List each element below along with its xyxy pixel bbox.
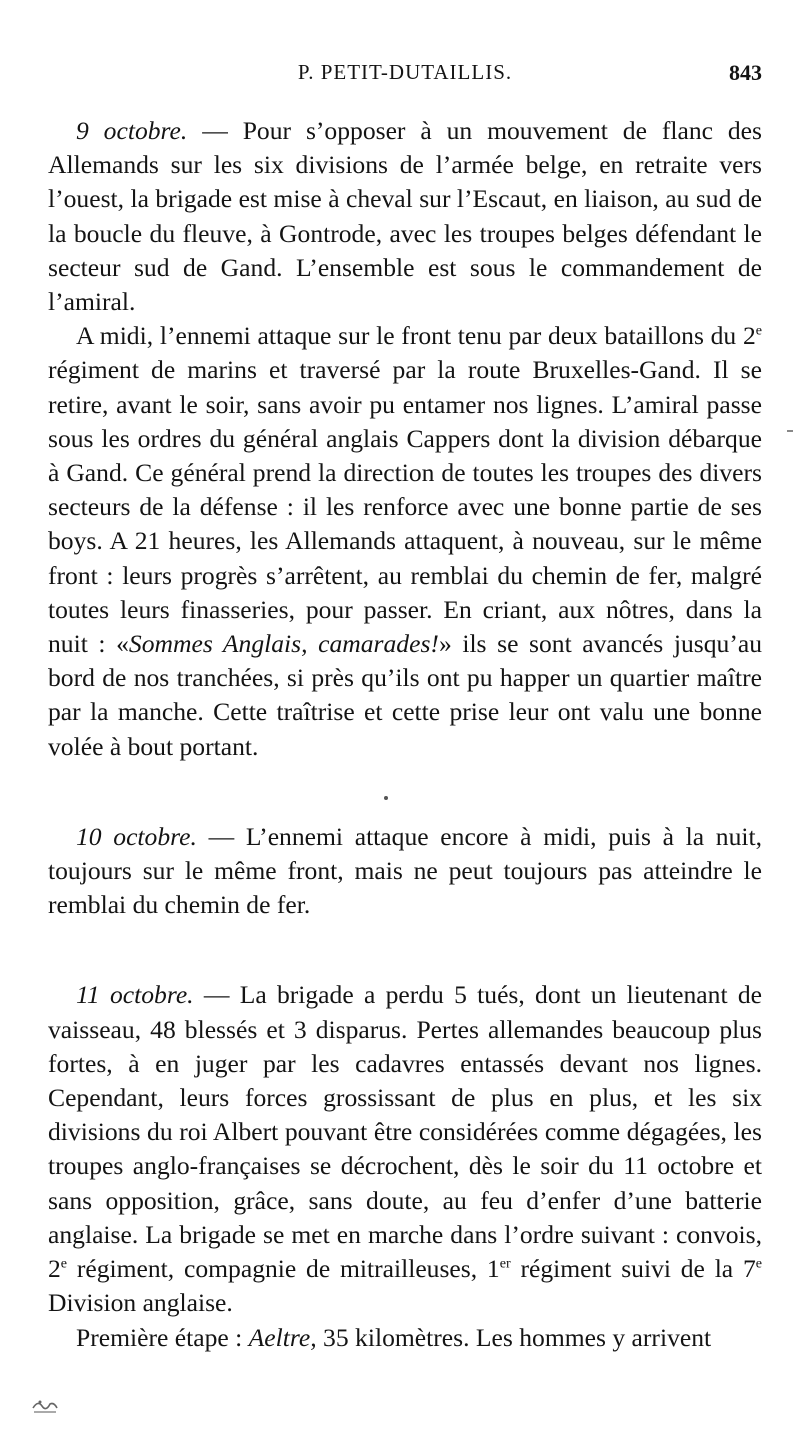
ordinal-suffix: e [755,322,762,339]
paragraph-text: » ils se sont avancés jusqu’au bord de nos tranchées, si près qu’ils ont pu happer un quartier maître par la manche. Cette traîtrise et cette prise leur ont valu une bonne volée à bout portant. [48,629,762,761]
page-number: 843 [729,60,762,85]
running-header [48,60,762,94]
paragraph-11-octobre [48,978,762,1320]
ordinal-suffix: e [755,1255,762,1272]
page-body [48,114,762,1355]
paragraph-text: régiment de marins et traversé par la route Bruxelles-Gand. Il se retire, avant le soir, sans avoir pu entamer nos lignes. L’amiral passe sous les ordres du général anglais Cappers dont la division débarque à Gand. Ce général prend la direction de toutes les troupes des divers secteurs de la défense : il les renforce avec une bonne partie de ses boys. A 21 heures, les Allemands attaquent, à nouveau, sur le même front : leurs progrès s’arrêtent, au remblai du chemin de fer, malgré toutes leurs finasseries, pour passer. En criant, aux nôtres, dans la nuit : « [48,355,762,659]
paragraph-text: régiment, compagnie de mitrailleuses, 1 [67,1254,500,1284]
paragraph-10-octobre [48,820,762,923]
running-title: P. PETIT-DUTAILLIS. [297,60,513,84]
paragraph-text: — La brigade a perdu 5 tués, dont un lieutenant de vaisseau, 48 blessés et 3 disparus. Pertes allemandes beaucoup plus fortes, à en juger par les cadavres entassés devant nos lignes. Cependant, leurs forces grossissant de plus en plus, et les six divisions du roi Albert pouvant être considérées comme dégagées, les troupes anglo-françaises se décrochent, dès le soir du 11 octobre et sans opposition, grâce, sans doute, au feu d’enfer d’une batterie anglaise. La brigade se met en marche dans l’ordre suivant : convois, 2 [48,980,762,1284]
place-name: Aeltre, [248,1322,317,1352]
paragraph-text: régiment suivi de la 7 [510,1254,756,1284]
section-dot [384,796,388,800]
date-heading: 10 octobre. [76,821,197,851]
paragraph-midi-attack [48,319,762,764]
paragraph-text: Division anglaise. [48,1288,233,1318]
paragraph-text: — Pour s’opposer à un mouvement de flanc des Allemands sur les six divisions de l’armée belge, en retraite vers l’ouest, la brigade est mise à cheval sur l’Escaut, en liaison, au sud de la boucle du fleuve, à Gontrode, avec les troupes belges défendant le secteur sud de Gand. L’ensemble est sous le commandement de l’amiral. [48,116,762,317]
printer-mark-icon [30,1394,60,1416]
paragraph-premiere-etape [48,1321,762,1355]
paragraph-9-octobre [48,114,762,319]
paragraph-text: A midi, l’ennemi attaque sur le front tenu par deux bataillons du 2 [76,321,756,351]
margin-mark [787,430,793,432]
date-heading: 11 octobre. [76,980,194,1010]
ordinal-suffix: e [60,1255,68,1272]
paragraph-text: 35 kilomètres. Les hommes y arrivent [316,1322,712,1352]
date-heading: 9 octobre. [76,116,188,145]
ordinal-suffix: er [499,1255,511,1272]
quoted-phrase: Sommes Anglais, camarades! [128,629,439,659]
paragraph-text: — L’ennemi attaque encore à midi, puis à la nuit, toujours sur le même front, mais ne peut toujours pas atteindre le remblai du chemin de fer. [48,821,763,920]
paragraph-text: Première étape : [76,1322,249,1352]
